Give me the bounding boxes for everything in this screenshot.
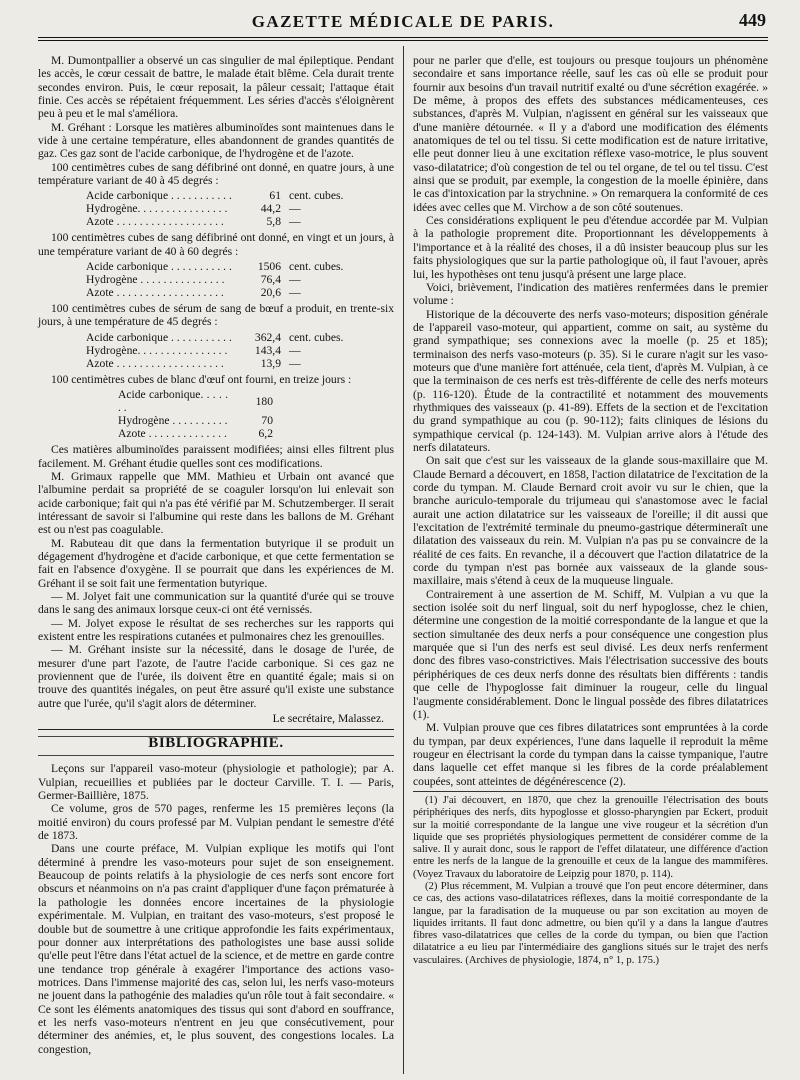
paragraph-jolyet-uree: — M. Jolyet fait une communication sur la quantité d'urée qui se trouve dans le sang des animaux lorsque ceux-ci ont été vernissés.	[38, 589, 394, 617]
table-row: Azote . . . . . . . . . . . . . . . . . . . 13,9 —	[86, 356, 301, 370]
table-row: Hydrogène. . . . . . . . . . . . . . . . 143,4 —	[86, 343, 301, 357]
page-number: 449	[739, 10, 766, 30]
table-row: Acide carbonique . . . . . . . . . . . 1506 cent. cubes.	[86, 260, 344, 274]
paragraph-preface: Dans une courte préface, M. Vulpian explique les motifs qui l'ont déterminé à prendre les vaso-moteurs pour sujet de son enseignement. Beaucoup de points relatifs à la physiologie de ces nerfs sont encore fort obscurs et néanmoins on n'a pas craint d'appliquer d'une façon prématurée à la pathologie les données encore incertaines de la physiologie expérimentale. M. Vulpian, en traitant des vaso-moteurs, s'est proposé le double but de soumettre à une critique approfondie les faits expérimentaux, pour donner aux interprétations des pathologistes une base aussi solide qu'elle peut l'être dans l'état actuel de la science, et de mettre en garde contre une tendance trop générale à exagérer l'importance des actions vaso-motrices. Dans l'immense majorité des cas, selon lui, les nerfs vaso-moteurs ne jouent dans la pathogénie des maladies qu'un rôle tout à fait secondaire. « Ce sont les éléments anatomiques des tissus qui sont d'abord en souffrance, et les nerfs vaso-moteurs n'entrent en jeu que consécutivement, pour déterminer des anémies, et, le plus souvent, des congestions locales. La congestion,	[38, 842, 394, 1056]
header-rule-thin	[38, 40, 768, 41]
header-rule	[38, 37, 768, 38]
paragraph-dumontpallier: M. Dumontpallier a observé un cas singulier de mal épileptique. Pendant les accès, le cœur cessait de battre, le malade était blême. Cela durait trente secondes environ. Puis, le cœur reposait, la pâleur cessait; l'attaque était finie. Ces accès se répétaient fréquemment. Les séries d'accès s'éloignèrent peu à peu et le mal s'améliora.	[38, 54, 394, 121]
bibliography-heading-box	[38, 736, 394, 758]
section-rule	[38, 729, 394, 730]
paragraph-grehant-uree: — M. Gréhant insiste sur la nécessité, dans le dosage de l'urée, de mesurer d'une part l'azote, de l'autre l'acide carbonique. Si ces gaz ne proviennent que de l'urée, ils doivent être en quantité égale; mais si on trouve des quantités inégales, on peut être assuré qu'il existe une substance autre que l'urée, qu'il s'agit alors de déterminer.	[38, 643, 394, 710]
left-column	[38, 54, 394, 1056]
paragraph-grimaux: M. Grimaux rappelle que MM. Mathieu et Urbain ont avancé que l'albumine perdait sa propriété de se coaguler lorsqu'on lui enlevait son acide carbonique; fait qui n'a pas été vérifié par M. Schutzemberger. Il serait intéressant de savoir si l'albumine qui reste dans les ballons de M. Gréhant est ou n'est pas coagulable.	[38, 469, 394, 537]
footnote-2: (2) Plus récemment, M. Vulpian a trouvé que l'on peut encore déterminer, dans ce cas, des actions vaso-dilatatrices réflexes, dans la moitié correspondante de la langue, par la faradisation de la muqueuse ou par son excitation au moyen de liquides irritants. Il faut donc admettre, ou bien qu'il y a dans la langue d'autres fibres vaso-dilatatrices que celles de la corde du tympan, ou bien que l'action dilatatrice a eu lieu par l'intermédiaire des ganglions situés sur le trajet des nerfs vasculaires. (Archives de physiologie, 1874, n° 1, p. 175.)	[413, 880, 768, 966]
column-divider	[403, 46, 404, 1074]
book-reference: Leçons sur l'appareil vaso-moteur (physiologie et pathologie); par A. Vulpian, recueillies et publiées par le docteur Carville. T. I. — Paris, Germer-Baillière, 1875.	[38, 762, 394, 803]
paragraph-glande-sous-maxillaire: On sait que c'est sur les vaisseaux de la glande sous-maxillaire que M. Claude Bernard a découvert, en 1858, l'action dilatatrice de l'excitation de la corde du tympan. M. Claude Bernard croit avoir vu sur le chien, que la branche auriculo-temporale du trijumeau qui s'anastomose avec le facial aurait une action dilatatrice sur les vaisseaux de l'oreille; il dit aussi que l'excitation de l'extrémité terminale du pneumo-gastrique détermineraît une dilatation des vaisseaux du rein. M. Vulpian n'a pas pu se convaincre de la réalité de ces faits. En revanche, il a découvert que l'action dilatatrice de la corde du tympan n'est pas bornée aux vaisseaux de la glande sous-maxillaire, mais s'étend à ceux de la muqueuse linguale.	[413, 454, 768, 588]
paragraph-grehant: M. Gréhant : Lorsque les matières albuminoïdes sont maintenues dans le vide à une certaine température, elles abandonnent de grandes quantités de gaz. Ces gaz sont de l'acide carbonique, de l'hydrogène et de l'azote.	[38, 120, 394, 161]
table-row: Hydrogène . . . . . . . . . . . . . . . 76,4 —	[86, 273, 301, 287]
paragraph-rabuteau: M. Rabuteau dit que dans la fermentation butyrique il se produit un dégagement d'hydrogène et d'acide carbonique, et que cette fermentation se fait en l'absence d'oxygène. Il se pourrait que dans les expériences de M. Gréhant il se soit fait une fermentation butyrique.	[38, 536, 394, 590]
table-row: Hydrogène. . . . . . . . . . . . . . . . 44,2 —	[86, 202, 301, 216]
paragraph-jolyet-respiration: — M. Jolyet expose le résultat de ses recherches sur les rapports qui existent entre les respirations cutanées et pulmonaires chez les grenouilles.	[38, 616, 394, 643]
paragraph-sang-quatre-jours: 100 centimètres cubes de sang défibriné ont donné, en quatre jours, à une température variant de 40 à 45 degrés :	[38, 160, 394, 188]
paragraph-corde-tympan: M. Vulpian prouve que ces fibres dilatatrices sont empruntées à la corde du tympan, par deux expériences, l'une dans laquelle il reproduit la même rougeur en électrisant la corde du tympan dans la caisse tympanique, l'autre dans laquelle cet effet manque si les fibres de la corde préalablement coupées, sont atteintes de dégénérescence (2).	[413, 721, 768, 788]
page-header	[38, 10, 768, 36]
gas-table-4	[118, 388, 364, 440]
paragraph-volume: Ce volume, gros de 570 pages, renferme les 15 premières leçons (la moitié environ) du cours professé par M. Vulpian pendant le semestre d'été de 1873.	[38, 802, 394, 843]
gas-table-2	[86, 260, 372, 299]
table-row: Acide carbonique . . . . . . . . . . . 362,4 cent. cubes.	[86, 330, 344, 344]
bibliography-title: BIBLIOGRAPHIE.	[148, 735, 284, 752]
footnotes	[413, 791, 768, 967]
paragraph-sang-vingt-jours: 100 centimètres cubes de sang défibriné ont donné, en vingt et un jours, à une température variant de 40 à 60 degrés :	[38, 231, 394, 258]
paragraph-continuation: pour ne parler que d'elle, est toujours ou presque toujours un phénomène secondaire et sans importance réelle, sauf les cas où elle se produit pour fournir aux besoins d'un travail nutritif exalté ou d'une sécrétion exagérée. » De même, à propos des effets des substances médicamenteuses, ces substances, d'après M. Vulpian, n'agissent en général sur les vaisseaux que d'une manière détournée. « Il y a d'abord une modification des éléments anatomiques de tel ou tel tissu. Si cette modification est de nature irritative, elle peut donner lieu à une excitation réflexe vaso-motrice, le plus souvent vaso-dilatatrice; d'où congestion de tel ou tel organe, de tel ou tel tissu. C'est ainsi que se produit, par exemple, la congestion de la moelle épinière, dans le cas d'intoxication par la strychnine. » On remarquera la conformité de ces idées avec celles que M. Virchow a de son côté soutenues.	[413, 54, 768, 214]
journal-title: GAZETTE MÉDICALE DE PARIS.	[251, 12, 555, 31]
right-column	[413, 54, 768, 967]
table-row: Acide carbonique. . . . . . . 180	[118, 388, 273, 415]
table-row: Azote . . . . . . . . . . . . . . . . . . . 5,8 —	[86, 215, 301, 229]
table-row: Acide carbonique . . . . . . . . . . . 61 cent. cubes.	[86, 189, 344, 203]
footnote-1: (1) J'ai découvert, en 1870, que chez la grenouille l'électrisation des bouts périphériques des nerfs, dits hypoglosse et glosso-pharyngien par Eckert, produit sur la moitié correspondante de la langue une vive rougeur et la sécrétion d'un liquide que ses propriétés physiologiques permettent de considérer comme de la salive. Il y aurait donc, sous le rapport de l'effet dilatateur, une différence d'action entre les nerfs de la langue de la grenouille et ceux de la langue des mammifères. (Voyez Travaux du laboratoire de Leipzig pour 1870, p. 114).	[413, 794, 768, 880]
table-row: Hydrogène . . . . . . . . . . 70	[118, 414, 273, 428]
secretary-signature: Le secrétaire, Malassez.	[272, 712, 384, 726]
paragraph-historique: Historique de la découverte des nerfs vaso-moteurs; disposition générale de l'appareil vaso-moteur, qui appartient, comme on sait, au système du grand sympathique; ses connexions avec la moelle (p. 25 et 185); terminaison des nerfs vaso-moteurs (p. 35). Si le curare n'agit sur les vaso-moteurs que d'une manière fort atténuée, cela tient, d'après M. Vulpian, à ce que la terminaison de ces nerfs est très-différente de celle des nerfs moteurs (p. 116-120). Étude de la contractilité et notamment des mouvements rhythmiques des vaisseaux (p. 41-89). Effets de la section et de l'excitation du grand sympathique au cou (p. 90-112); faits cliniques de lésions du sympathique cervical (p. 124-143). M. Vulpian arrive alors à l'étude des nerfs dilatateurs.	[413, 307, 768, 454]
paragraph-serum-boeuf: 100 centimètres cubes de sérum de sang de bœuf a produit, en trente-six jours, à une température de 45 degrés :	[38, 302, 394, 329]
paragraph-blanc-oeuf: 100 centimètres cubes de blanc d'œuf ont fourni, en treize jours :	[51, 372, 352, 386]
paragraph-albuminoides: Ces matières albuminoïdes paraissent modifiées; ainsi elles filtrent plus facilement. M. Gréhant étudie quelles sont ces modifications.	[38, 443, 394, 470]
paragraph-indication: Voici, brièvement, l'indication des matières renfermées dans le premier volume :	[413, 280, 768, 308]
table-row: Azote . . . . . . . . . . . . . . . . . . . 20,6 —	[86, 286, 301, 300]
gas-table-3	[86, 331, 372, 370]
paragraph-schiff: Contrairement à une assertion de M. Schiff, M. Vulpian a vu que la section isolée soit du nerf lingual, soit du nerf hypoglosse, chez le chien, détermine une congestion de la moitié correspondante de la langue et que la section simultanée des deux nerfs a pour conséquence une congestion plus marquée que si l'un des nerfs est seul divisé. Les deux nerfs renferment donc des fibres vaso-constrictives. Mais l'électrisation successive des bouts périphériques de ces deux nerfs donne des résultats bien différents : tandis que celle de l'hypoglosse fait diminuer la rougeur, celle du lingual l'augmente considérablement. Donc le lingual possède des fibres dilatatrices (1).	[413, 587, 768, 721]
table-row: Azote . . . . . . . . . . . . . . 6,2	[118, 427, 273, 441]
paragraph-considerations: Ces considérations expliquent le peu d'étendue accordée par M. Vulpian à la pathologie proprement dite. Proportionnant les développements à l'importance et à la réalité des choses, il a dû insister beaucoup plus sur les faits physiologiques que sur la partie pathologique où, il faut l'avouer, après lui, les hypothèses ont tenu jusqu'à présent une large place.	[413, 214, 768, 281]
gas-table-1	[86, 189, 372, 228]
